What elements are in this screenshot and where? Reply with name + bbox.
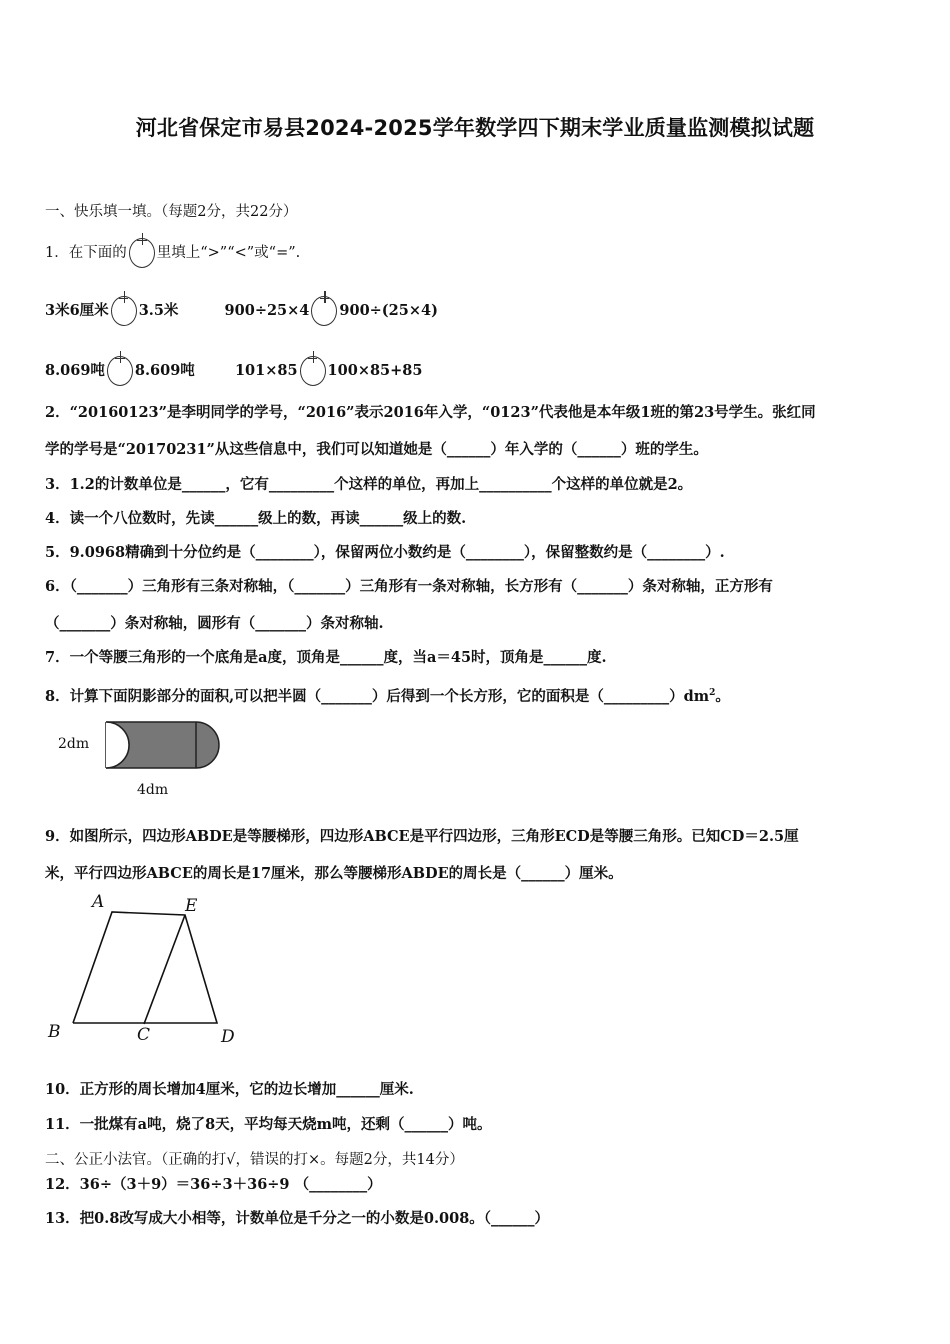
question-6-line-2: （_______）条对称轴，圆形有（_______）条对称轴. (45, 615, 384, 632)
q1-r1-right2: 900÷(25×4) (339, 302, 438, 319)
question-7: 7．一个等腰三角形的一个底角是a度，顶角是______度，当a＝45时，顶角是______度. (45, 649, 607, 666)
section-heading-2: 二、公正小法官。（正确的打√，错误的打×。每题2分，共14分） (45, 1152, 464, 1168)
question-5: 5．9.0968精确到十分位约是（________），保留两位小数约是（________），保留整数约是（________）. (45, 544, 725, 561)
question-3: 3．1.2的计数单位是______，它有_________个这样的单位，再加上__________个这样的单位就是2。 (45, 476, 693, 493)
q8-width-label: 4dm (137, 782, 169, 798)
question-12: 12．36÷（3＋9）＝36÷3＋36÷9 （________） (45, 1176, 382, 1193)
question-9-line-2: 米，平行四边形ABCE的周长是17厘米，那么等腰梯形ABDE的周长是（______）厘米。 (45, 865, 623, 882)
q9-segment-ec (144, 915, 185, 1024)
q9-label-a: A (92, 892, 105, 912)
q1-text-b: 里填上“>”“<”或“=”. (156, 245, 301, 261)
q1-r2-left: 8.069吨 (45, 362, 105, 379)
question-6-line-1: 6．（_______）三角形有三条对称轴，（_______）三角形有一条对称轴，长方形有（_______）条对称轴，正方形有 (45, 578, 773, 595)
q1-r2-left2: 101×85 (234, 362, 298, 379)
q1-r1-right: 3.5米 (138, 302, 179, 319)
question-2-line-1: 2．“20160123”是李明同学的学号，“2016”表示2016年入学，“0123”代表他是本年级1班的第23号学生。张红同 (45, 404, 816, 421)
answer-circle-icon[interactable] (311, 296, 337, 326)
q1-r1-left2: 900÷25×4 (224, 302, 310, 319)
question-1 (45, 238, 300, 268)
page-title: 河北省保定市易县2024-2025学年数学四下期末学业质量监测模拟试题 (135, 116, 815, 140)
question-8 (45, 683, 730, 707)
q9-trapezoid (73, 912, 217, 1023)
answer-circle-icon[interactable] (107, 356, 133, 386)
q9-label-d: D (221, 1027, 235, 1047)
q1-row-2 (45, 356, 422, 386)
question-4: 4．读一个八位数时，先读______级上的数，再读______级上的数. (45, 510, 467, 527)
q9-label-e: E (185, 896, 198, 916)
q9-label-b: B (48, 1022, 61, 1042)
answer-circle-icon[interactable] (111, 296, 137, 326)
q1-r1-left: 3米6厘米 (45, 302, 109, 319)
q1-r2-right2: 100×85+85 (327, 362, 423, 379)
q1-row-1 (45, 296, 438, 326)
question-10: 10．正方形的周长增加4厘米，它的边长增加______厘米. (45, 1081, 414, 1098)
q1-text-a: 1．在下面的 (45, 245, 127, 261)
q9-label-c: C (137, 1025, 151, 1045)
answer-circle-icon[interactable] (300, 356, 326, 386)
question-9-line-1: 9．如图所示，四边形ABDE是等腰梯形，四边形ABCE是平行四边形，三角形ECD是等腰三角形。已知CD＝2.5厘 (45, 828, 799, 845)
q8-end: 。 (715, 687, 730, 705)
question-11: 11．一批煤有a吨，烧了8天，平均每天烧m吨，还剩（______）吨。 (45, 1116, 492, 1133)
q1-r2-right: 8.609吨 (134, 362, 195, 379)
question-2-line-2: 学的学号是“20170231”从这些信息中，我们可以知道她是（______）年入学的（______）班的学生。 (45, 441, 708, 458)
q8-height-label: 2dm (58, 736, 90, 752)
section-heading-1: 一、快乐填一填。（每题2分，共22分） (45, 204, 298, 220)
q8-superscript: 2 (709, 688, 716, 698)
answer-circle-icon (129, 238, 155, 268)
question-13: 13．把0.8改写成大小相等，计数单位是千分之一的小数是0.008。（______） (45, 1210, 550, 1227)
q8-text: 8．计算下面阴影部分的面积,可以把半圆（_______）后得到一个长方形，它的面积是（_________）dm (45, 687, 710, 705)
